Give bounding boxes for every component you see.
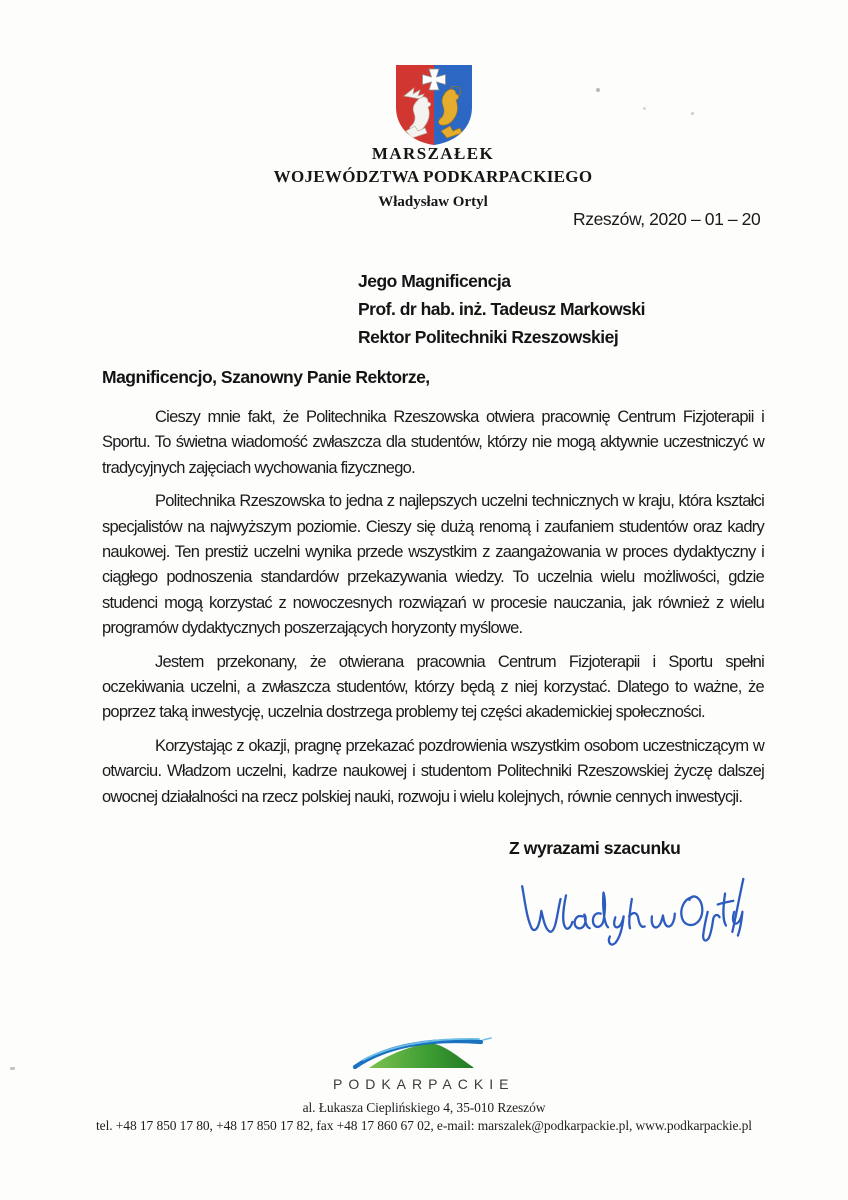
letterhead xyxy=(183,144,683,211)
recipient-line1: Jego Magnificencja xyxy=(358,271,511,291)
signature-ink-strokes xyxy=(513,870,747,960)
logo-wordmark: PODKARPACKIE xyxy=(333,1076,515,1092)
paragraph-2: Politechnika Rzeszowska to jedna z najlepszych uczelni technicznych w kraju, która kształci specjalistów na najwyższym poziomie. Cieszy się dużą renomą i zaufaniem studentów oraz kadry naukowej. Ten prestiż uczelni wynika przede wszystkim z zaangażowania w proces dydaktyczny i ciągłego podnoszenia standardów przekazywania wiedzy. To uczelnia wielu możliwości, gdzie studenci mogą korzystać z nowoczesnych rozwiązań w procesie nauczania, jak również z wielu programów dydaktycznych poszerzających horyzonty myślowe. xyxy=(102,492,764,638)
podkarpackie-logo xyxy=(328,1036,515,1092)
footer-contact-block xyxy=(0,1099,848,1134)
paragraph-1: Cieszy mnie fakt, że Politechnika Rzeszowska otwiera pracownię Centrum Fizjoterapii i Sportu. To świetna wiadomość zwłaszcza dla studentów, którzy nie mogą aktywnie uczestniczyć w tradycyjnych zajęciach wychowania fizycznego. xyxy=(102,408,764,477)
scan-speck xyxy=(691,112,694,115)
sender-name: Władysław Ortyl xyxy=(378,194,488,210)
paragraph-4: Korzystając z okazji, pragnę przekazać pozdrowienia wszystkim osobom uczestniczącym w otwarciu. Władzom uczelni, kadrze naukowej i studentom Politechniki Rzeszowskiej życzę dalszej owocnej działalności na rzecz polskiej nauki, rozwoju i wielu kolejnych, równie cennych inwestycji. xyxy=(102,736,764,806)
handwritten-signature xyxy=(513,870,747,960)
sender-title-line1: MARSZAŁEK xyxy=(371,144,495,163)
podkarpackie-coat-of-arms-icon xyxy=(393,63,475,147)
date-line: Rzeszów, 2020 – 01 – 20 xyxy=(573,209,761,229)
scan-speck xyxy=(643,107,646,110)
paragraph-3: Jestem przekonany, że otwierana pracownia Centrum Fizjoterapii i Sportu spełni oczekiwania uczelni, a zwłaszcza studentów, którzy będą z niej korzystać. Dlatego to ważne, że poprzez taką inwestycję, uczelnia dostrzega problemy tej części akademickiej społeczności. xyxy=(102,652,764,722)
podkarpackie-logo-icon xyxy=(329,1036,507,1070)
salutation: Magnificencjo, Szanowny Panie Rektorze, xyxy=(102,367,430,387)
footer-contact-line: tel. +48 17 850 17 80, +48 17 850 17 82, fax +48 17 860 67 02, e-mail: marszalek@podkarpackie.pl, www.podkarpackie.pl xyxy=(96,1117,752,1133)
recipient-line2: Prof. dr hab. inż. Tadeusz Markowski xyxy=(358,299,646,319)
scan-speck xyxy=(10,1067,15,1070)
recipient-block xyxy=(358,267,645,351)
recipient-line3: Rektor Politechniki Rzeszowskiej xyxy=(358,327,619,347)
footer-address-line: al. Łukasza Cieplińskiego 4, 35-010 Rzeszów xyxy=(302,1100,546,1115)
scan-speck xyxy=(596,88,600,92)
closing-phrase: Z wyrazami szacunku xyxy=(509,838,681,858)
letter-body xyxy=(102,405,764,818)
sender-title-line2: WOJEWÓDZTWA PODKARPACKIEGO xyxy=(273,167,593,186)
